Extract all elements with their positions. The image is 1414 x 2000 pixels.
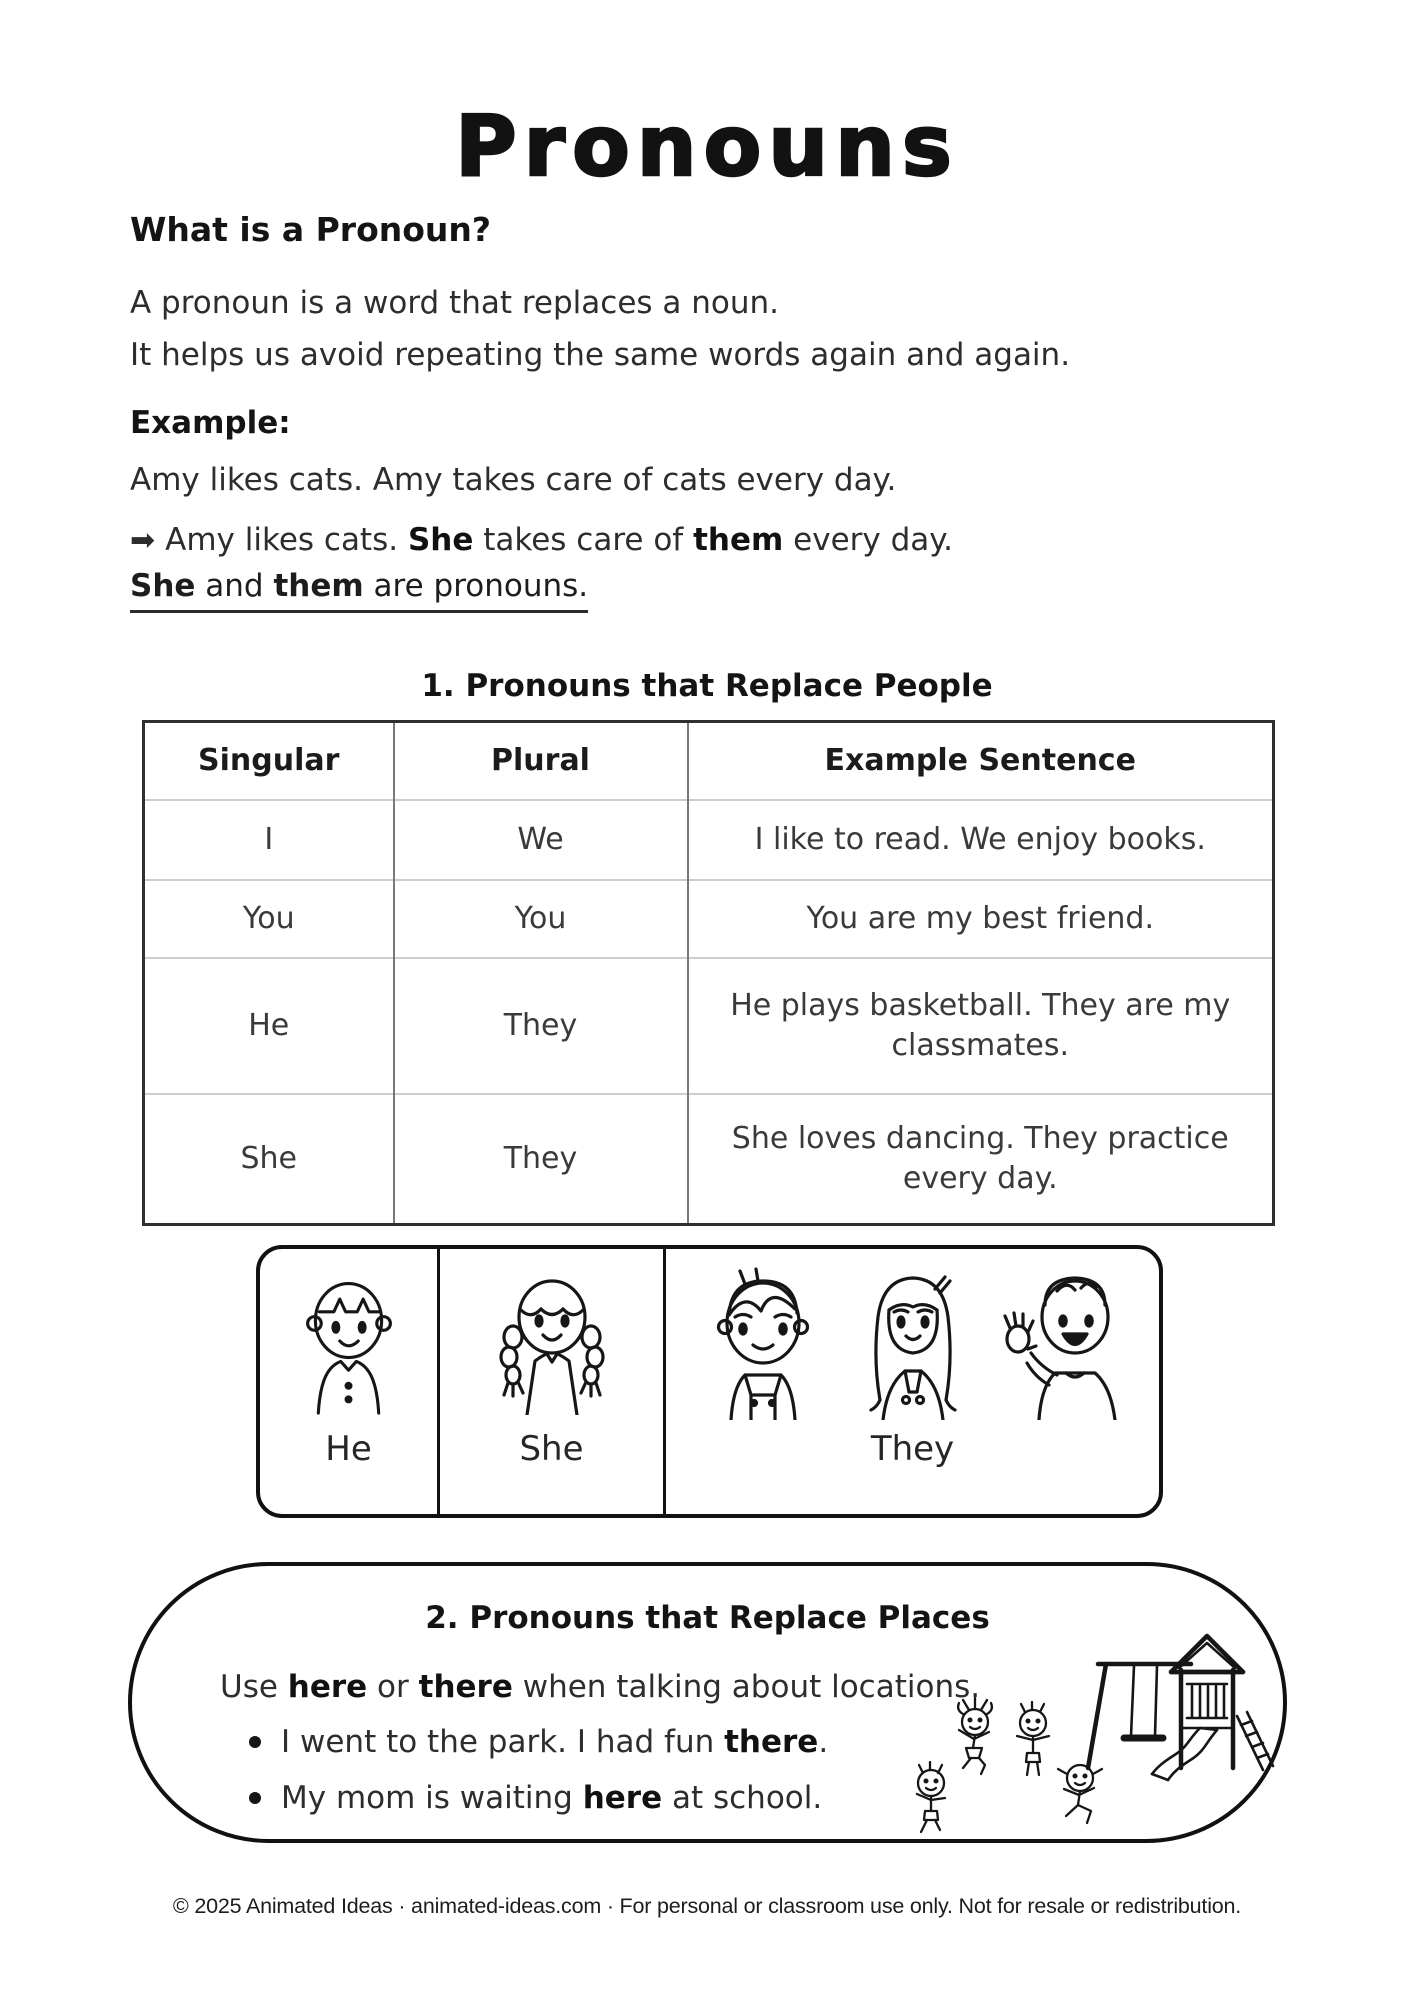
cell-singular: I bbox=[144, 800, 394, 880]
he-label: He bbox=[325, 1429, 372, 1469]
table-row bbox=[144, 1094, 1274, 1225]
column-header-singular: Singular bbox=[198, 743, 340, 779]
they-label: They bbox=[870, 1429, 955, 1469]
people-pronoun-table bbox=[142, 720, 1275, 1226]
places-section-heading: 2. Pronouns that Replace Places bbox=[425, 1600, 990, 1636]
people-section-heading: 1. Pronouns that Replace People bbox=[421, 668, 993, 704]
she-label: She bbox=[519, 1429, 584, 1469]
cell-example: You are my best friend. bbox=[688, 880, 1274, 958]
example-heading: Example: bbox=[130, 405, 291, 441]
table-row bbox=[144, 958, 1274, 1094]
cell-singular: You bbox=[144, 880, 394, 958]
cell-singular: He bbox=[144, 958, 394, 1094]
copyright-footer: © 2025 Animated Ideas · animated-ideas.com · For personal or classroom use only. Not for resale or redistribution. bbox=[172, 1894, 1242, 1918]
example-conclusion-text: She and them are pronouns. bbox=[130, 564, 588, 613]
he-cell bbox=[260, 1249, 437, 1514]
example-conclusion bbox=[130, 564, 588, 613]
cell-singular: She bbox=[144, 1094, 394, 1225]
cell-plural: You bbox=[394, 880, 688, 958]
table-row bbox=[144, 880, 1274, 958]
playground-illustration bbox=[893, 1626, 1283, 1842]
places-bullet-2: My mom is waiting here at school. bbox=[281, 1780, 823, 1816]
column-header-example: Example Sentence bbox=[688, 722, 1274, 800]
cell-example: I like to read. We enjoy books. bbox=[688, 800, 1274, 880]
intro-heading: What is a Pronoun? bbox=[130, 210, 492, 249]
cell-plural: They bbox=[394, 1094, 688, 1225]
example-line-1: Amy likes cats. Amy takes care of cats every day. bbox=[130, 462, 897, 498]
bullet-icon bbox=[249, 1736, 261, 1748]
three-kids-illustration bbox=[683, 1265, 1143, 1423]
table-row bbox=[144, 800, 1274, 880]
column-header-plural: Plural bbox=[394, 722, 688, 800]
places-intro: Use here or there when talking about locations. bbox=[220, 1669, 981, 1705]
she-cell bbox=[437, 1249, 663, 1514]
right-arrow-icon: ➡ bbox=[130, 523, 156, 558]
table-header-row bbox=[144, 722, 1274, 800]
bullet-icon bbox=[249, 1792, 261, 1804]
example-line-2-text: Amy likes cats. She takes care of them every day. bbox=[165, 522, 954, 558]
cell-example: She loves dancing. They practice every day. bbox=[688, 1094, 1274, 1225]
intro-line-2: It helps us avoid repeating the same words again and again. bbox=[130, 337, 1071, 373]
cell-plural: We bbox=[394, 800, 688, 880]
page-title: Pronouns bbox=[455, 97, 959, 195]
they-cell bbox=[663, 1249, 1159, 1514]
intro-line-1: A pronoun is a word that replaces a noun. bbox=[130, 285, 780, 321]
example-line-2 bbox=[130, 518, 953, 563]
cell-example: He plays basketball. They are my classmates. bbox=[688, 958, 1274, 1094]
places-bullet-1: I went to the park. I had fun there. bbox=[281, 1724, 829, 1760]
pronoun-characters-box bbox=[256, 1245, 1163, 1518]
girl-face-illustration bbox=[487, 1265, 617, 1423]
boy-face-illustration bbox=[293, 1265, 405, 1423]
cell-plural: They bbox=[394, 958, 688, 1094]
